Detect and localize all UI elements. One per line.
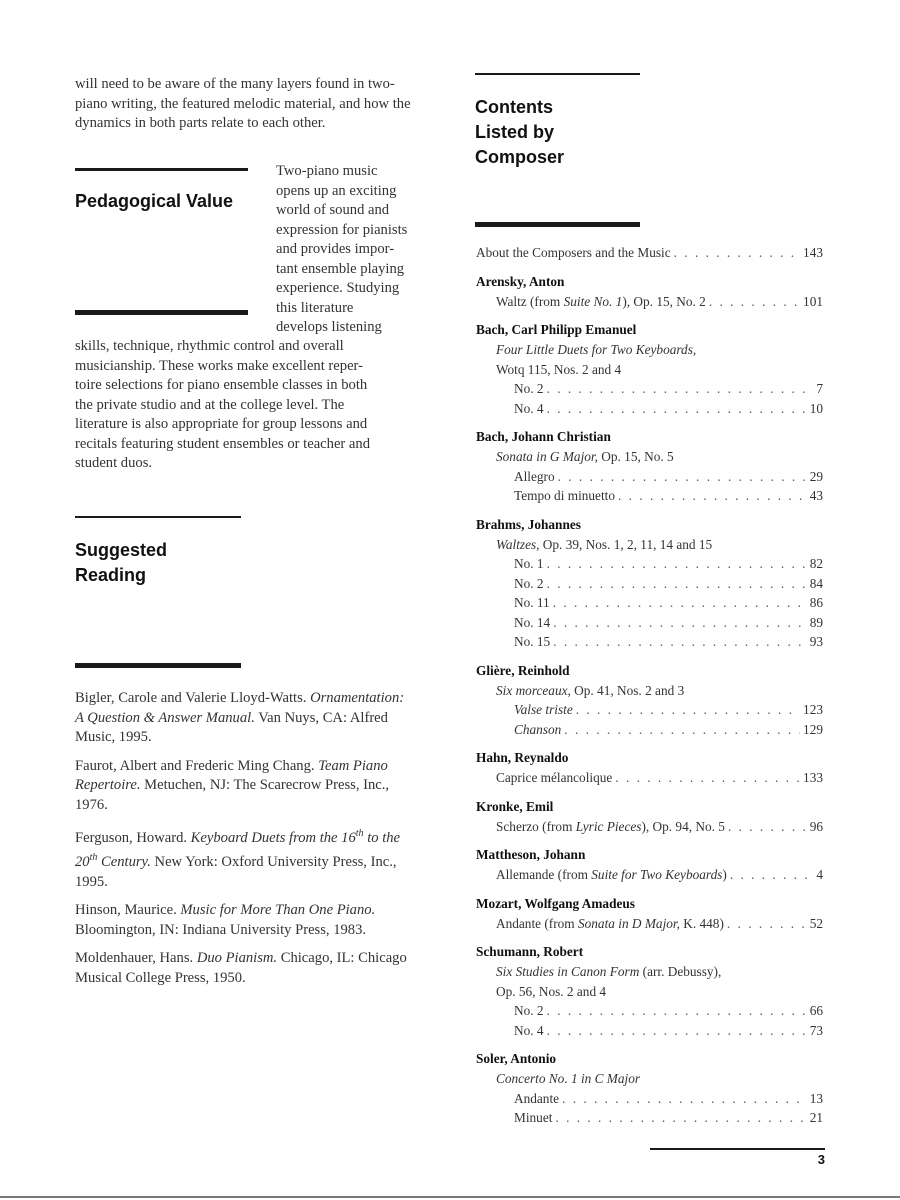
work-title: Six Studies in Canon Form (arr. Debussy), [496, 964, 722, 979]
toc-entry[interactable]: No. 2 . . . 66 [476, 1001, 823, 1021]
toc-entry[interactable]: No. 15 . . . 93 [476, 632, 823, 652]
toc-entry[interactable]: No. 14 . . . 89 [476, 613, 823, 633]
toc-entry[interactable]: No. 1 . . . 82 [476, 554, 823, 574]
section-rule [475, 73, 640, 75]
reference-item: Ferguson, Howard. Keyboard Duets from the 16th to the 20th Century. New York: Oxford University Press, Inc., 1995. [75, 828, 401, 890]
page-number: 3 [817, 1152, 825, 1167]
composer-name: Glière, Reinhold [476, 662, 570, 678]
toc-entry[interactable]: No. 11 . . . 86 [476, 593, 823, 613]
composer-name: Bach, Johann Christian [476, 429, 611, 444]
contents-list [476, 243, 823, 1128]
section-rule [75, 663, 241, 668]
toc-entry[interactable]: Andante . . . 13 [476, 1089, 823, 1109]
toc-entry[interactable]: Waltz (from Suite No. 1), Op. 15, No. 2 . . . 101 [476, 292, 823, 312]
toc-entry[interactable]: No. 2 . . . 7 [476, 379, 823, 399]
reference-item: Bigler, Carole and Valerie Lloyd-Watts. Ornamentation: A Question & Answer Manual. Van Nuys, CA: Alfred Music, 1995. [75, 690, 405, 745]
pedagogical-side-text: Two-piano music opens up an exciting world of sound and expression for pianists and provides impor- tant ensemble playing experience. Studying this literature develops listening [276, 163, 408, 335]
toc-entry[interactable]: Minuet . . . 21 [476, 1108, 823, 1128]
pedagogical-heading: Pedagogical Value [75, 191, 234, 211]
intro-paragraph: will need to be aware of the many layers found in two-piano writing, the featured melodic material, and how the dynamics in both parts relate to each other. [75, 76, 411, 131]
reference-item: Moldenhauer, Hans. Duo Pianism. Chicago, IL: Chicago Musical College Press, 1950. [75, 950, 407, 986]
toc-entry[interactable]: Caprice mélancolique . . . 133 [476, 768, 823, 788]
section-rule [475, 222, 640, 227]
section-rule [75, 168, 248, 171]
toc-entry[interactable]: Allemande (from Suite for Two Keyboards) . . . 4 [476, 865, 823, 885]
work-title: Sonata in G Major, Op. 15, No. 5 [496, 449, 674, 464]
toc-entry[interactable]: No. 4 . . . 10 [476, 399, 823, 419]
pedagogical-full-text: skills, technique, rhythmic control and overall musicianship. These works make excellent reper- toire selections for piano ensemble classes in both the private studio and at the college level. The literature is also appropriate for group lessons and recitals featuring student ensembles or teacher and student duos. [75, 338, 370, 471]
toc-entry[interactable]: About the Composers and the Music . . . 143 [476, 243, 823, 263]
composer-name: Hahn, Reynaldo [476, 750, 569, 765]
toc-entry[interactable]: No. 2 . . . 84 [476, 574, 823, 594]
composer-name: Kronke, Emil [476, 798, 554, 814]
composer-name: Arensky, Anton [476, 273, 565, 289]
section-rule [75, 310, 248, 315]
toc-entry[interactable]: Allegro . . . 29 [476, 467, 823, 487]
contents-heading: Contents Listed by Composer [475, 97, 565, 167]
toc-entry[interactable]: Tempo di minuetto . . . 43 [476, 486, 823, 506]
reference-item: Hinson, Maurice. Music for More Than One Piano. Bloomington, IN: Indiana University Press, 1983. [75, 902, 376, 938]
composer-name: Soler, Antonio [476, 1051, 557, 1066]
composer-name: Bach, Carl Philipp Emanuel [476, 322, 637, 337]
toc-entry[interactable]: Chanson . . . 129 [476, 720, 823, 740]
work-title: Op. 56, Nos. 2 and 4 [496, 983, 607, 999]
work-title: Waltzes, Op. 39, Nos. 1, 2, 11, 14 and 15 [496, 536, 713, 552]
reading-heading: Suggested Reading [75, 540, 168, 585]
work-title: Six morceaux, Op. 41, Nos. 2 and 3 [496, 682, 685, 698]
work-title: Four Little Duets for Two Keyboards, [496, 342, 697, 357]
page-border [0, 1196, 900, 1198]
toc-entry[interactable]: Andante (from Sonata in D Major, K. 448) . . . 52 [476, 914, 823, 934]
work-title: Wotq 115, Nos. 2 and 4 [496, 361, 622, 377]
section-rule [75, 516, 241, 518]
toc-entry[interactable]: Valse triste . . . 123 [476, 700, 823, 720]
reference-item: Faurot, Albert and Frederic Ming Chang. Team Piano Repertoire. Metuchen, NJ: The Scarecrow Press, Inc., 1976. [75, 757, 390, 813]
composer-name: Mozart, Wolfgang Amadeus [476, 895, 635, 911]
reference-list [75, 689, 415, 997]
composer-name: Mattheson, Johann [476, 847, 586, 862]
composer-name: Brahms, Johannes [476, 516, 581, 532]
composer-name: Schumann, Robert [476, 944, 584, 959]
toc-entry[interactable]: Scherzo (from Lyric Pieces), Op. 94, No. 5 . . . 96 [476, 817, 823, 837]
toc-entry[interactable]: No. 4 . . . 73 [476, 1021, 823, 1041]
footer-rule [650, 1148, 825, 1150]
work-title: Concerto No. 1 in C Major [496, 1071, 641, 1086]
